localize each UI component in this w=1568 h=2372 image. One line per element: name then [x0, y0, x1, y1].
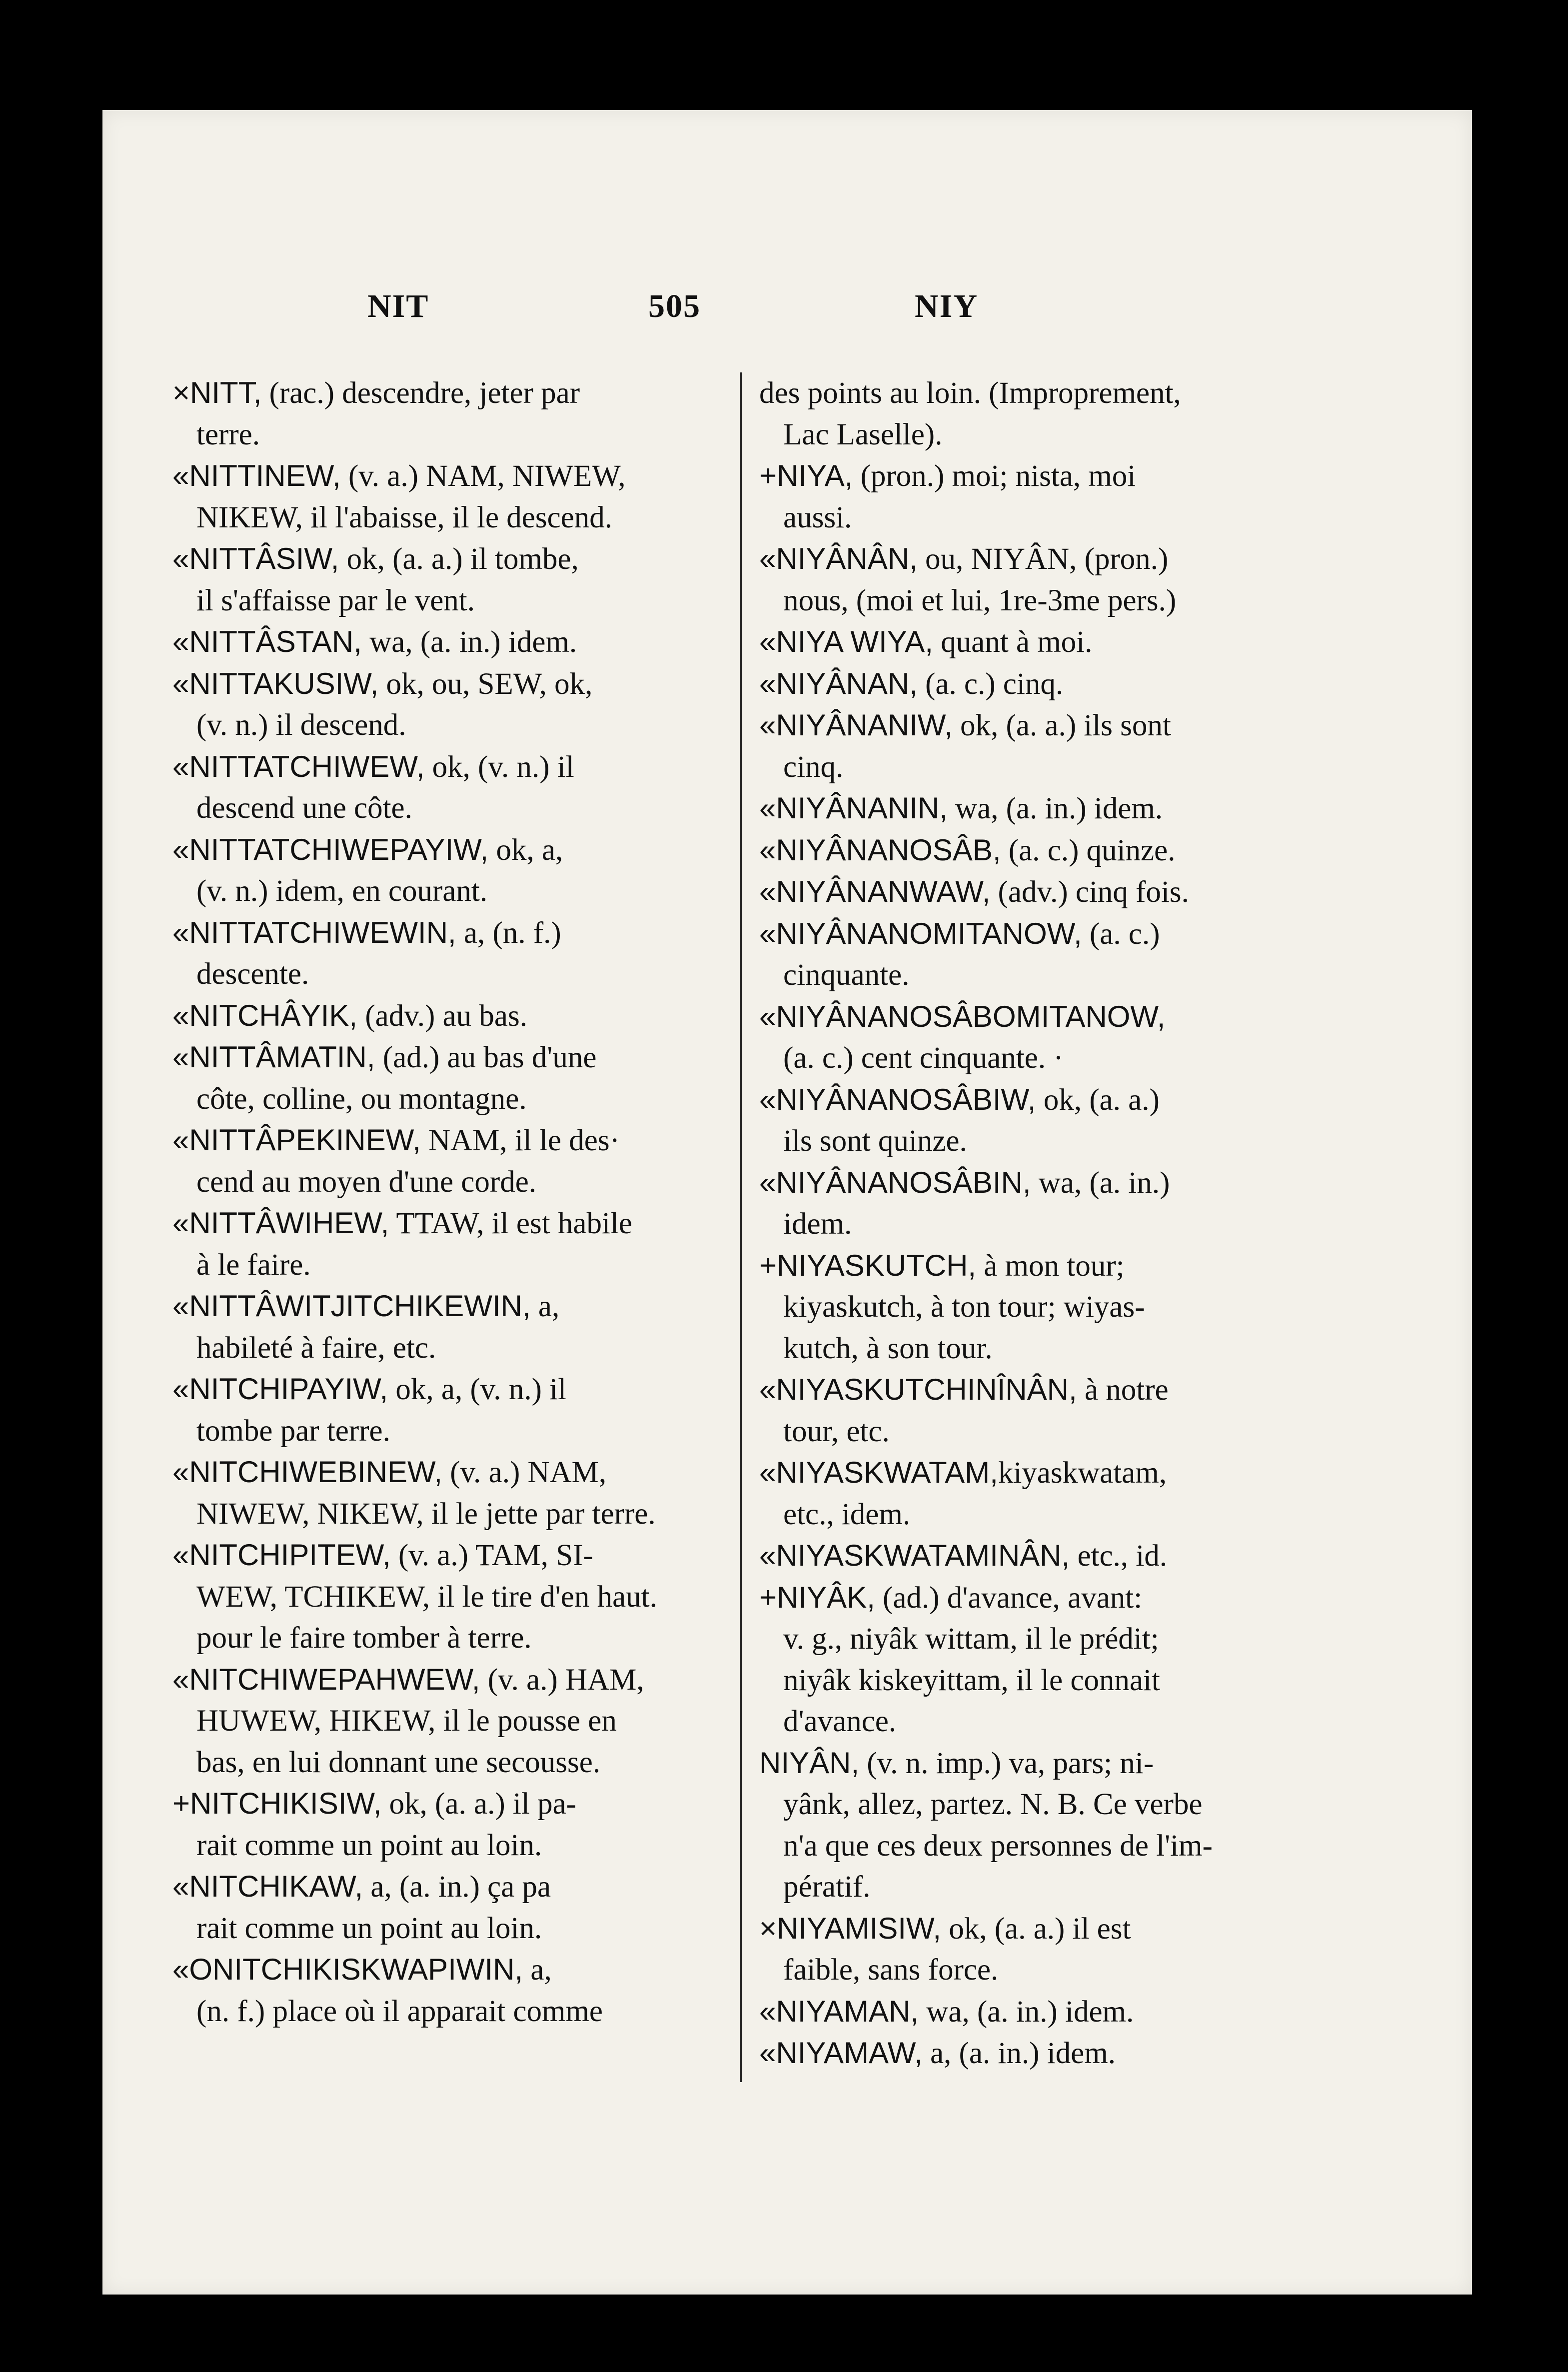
entry-headword: +NIYÂK,	[759, 1580, 875, 1614]
entry-headword: «NIYÂNANIN,	[759, 791, 948, 825]
entry-definition: (ad.) d'avance, avant:	[875, 1581, 1143, 1615]
entry-headword: «NIYÂNANOSÂBIW,	[759, 1082, 1036, 1116]
entry-headword: «NITTINEW,	[172, 459, 341, 492]
entry-headword: «NIYÂNÂN,	[759, 542, 918, 575]
entry-headword: ×NIYAMISIW,	[759, 1911, 941, 1945]
entry-definition: TTAW, il est habile	[389, 1207, 632, 1240]
left-column	[172, 372, 737, 2032]
entry-first-line	[759, 705, 1325, 747]
entry-first-line	[759, 871, 1325, 913]
entry-first-line	[172, 1659, 737, 1701]
entry-continuation-line: NIKEW, il l'abaisse, il le descend.	[196, 500, 613, 534]
entry-continuation-line: tombe par terre.	[196, 1414, 390, 1448]
entry-definition: (a. c.) cinq.	[917, 667, 1064, 701]
entry-first-line	[759, 1245, 1325, 1287]
entry-continuation-line: tour, etc.	[783, 1414, 890, 1448]
entry-definition: (adv.) cinq fois.	[990, 875, 1189, 909]
dictionary-entry	[759, 1908, 1325, 1991]
entry-definition: kiyaskwatam,	[998, 1456, 1167, 1490]
entry-headword: «NIYÂNANOSÂBIN,	[759, 1165, 1031, 1199]
entry-headword: «NIYÂNANIW,	[759, 708, 953, 742]
entry-headword: «ONITCHIKISKWAPIWIN,	[172, 1953, 523, 1986]
entry-first-line	[759, 663, 1325, 705]
entry-headword: +NIYA,	[759, 459, 853, 492]
entry-headword: «NITTÂWIHEW,	[172, 1206, 389, 1240]
entry-first-line	[759, 2033, 1325, 2075]
entry-definition: (pron.) moi; nista, moi	[853, 459, 1136, 493]
entry-definition: (v. n. imp.) va, pars; ni-	[859, 1746, 1154, 1780]
dictionary-entry	[759, 1079, 1325, 1162]
page-header	[102, 287, 1472, 327]
entry-first-line	[172, 1949, 737, 1991]
entry-headword: «NITTÂMATIN,	[172, 1040, 375, 1074]
entry-first-line	[759, 788, 1325, 830]
entry-definition: ok, a, (v. n.) il	[388, 1373, 567, 1406]
entry-continuation-line: rait comme un point au loin.	[196, 1828, 542, 1862]
entry-first-line	[759, 1908, 1325, 1950]
entry-first-line	[172, 829, 737, 871]
dictionary-entry	[172, 1203, 737, 1286]
entry-continuation-line: terre.	[196, 417, 260, 451]
entry-definition: a, (a. in.) ça pa	[363, 1870, 551, 1904]
entry-headword: «NIYASKWATAM,	[759, 1456, 998, 1489]
entry-definition: NAM, il le des·	[420, 1124, 620, 1157]
entry-headword: «NITTATCHIWEW,	[172, 749, 425, 783]
entry-first-line	[759, 1743, 1325, 1785]
entry-definition: des points au loin. (Improprement,	[759, 376, 1181, 410]
dictionary-entry	[759, 871, 1325, 913]
entry-headword: «NITTÂSIW,	[172, 542, 339, 575]
entry-first-line	[759, 996, 1325, 1038]
entry-first-line	[172, 1120, 737, 1162]
entry-continuation-line: cend au moyen d'une corde.	[196, 1165, 537, 1199]
entry-headword: «NITTATCHIWEPAYIW,	[172, 832, 489, 866]
entry-first-line	[172, 1037, 737, 1079]
entry-definition: ok, (v. n.) il	[424, 750, 574, 784]
entry-definition: quant à moi.	[933, 625, 1093, 659]
entry-first-line	[759, 913, 1325, 955]
entry-first-line	[172, 372, 737, 414]
entry-headword: «NIYÂNANOSÂBOMITANOW,	[759, 999, 1166, 1033]
entry-continuation-line: habileté à faire, etc.	[196, 1331, 436, 1365]
dictionary-entry	[172, 995, 737, 1037]
entry-definition: (rac.) descendre, jeter par	[261, 376, 580, 410]
entry-first-line	[172, 746, 737, 788]
entry-continuation-line: bas, en lui donnant une secousse.	[196, 1745, 601, 1779]
entry-headword: «NIYÂNANOMITANOW,	[759, 916, 1082, 950]
entry-first-line	[759, 1452, 1325, 1494]
entry-headword: «NITCHIWEBINEW,	[172, 1455, 443, 1489]
entry-definition: ok, a,	[488, 833, 563, 867]
entry-definition: (adv.) au bas.	[357, 999, 527, 1033]
entry-headword: ×NITT,	[172, 376, 262, 409]
dictionary-entry	[172, 538, 737, 621]
entry-first-line	[172, 455, 737, 497]
entry-first-line	[759, 1577, 1325, 1619]
entry-first-line	[172, 663, 737, 705]
entry-definition: wa, (a. in.) idem.	[947, 792, 1163, 825]
entry-headword: «NITTÂPEKINEW,	[172, 1123, 421, 1157]
entry-continuation-line: HUWEW, HIKEW, il le pousse en	[196, 1704, 617, 1738]
dictionary-entry	[172, 1037, 737, 1120]
entry-first-line	[759, 1991, 1325, 2033]
entry-definition: (v. a.) HAM,	[480, 1663, 644, 1697]
entry-definition: ou, NIYÂN, (pron.)	[917, 542, 1169, 576]
entry-first-line	[759, 1079, 1325, 1121]
entry-continuation-line: il s'affaisse par le vent.	[196, 583, 475, 617]
entry-headword: NIYÂN,	[759, 1746, 860, 1780]
header-right-guide-word: NIY	[915, 288, 979, 324]
entry-headword: «NIYASKUTCHINÎNÂN,	[759, 1373, 1077, 1406]
entry-first-line	[759, 1162, 1325, 1204]
entry-headword: «NITCHIPITEW,	[172, 1538, 391, 1572]
dictionary-entry	[759, 996, 1325, 1079]
entry-definition: wa, (a. in.) idem.	[361, 625, 577, 659]
entry-definition: (a. c.) quinze.	[1001, 833, 1176, 867]
entry-headword: «NIYÂNAN,	[759, 666, 918, 700]
entry-definition: ok, ou, SEW, ok,	[378, 667, 593, 701]
dictionary-entry	[172, 1369, 737, 1452]
entry-headword: «NITTÂSTAN,	[172, 625, 362, 658]
entry-first-line	[759, 372, 1325, 414]
entry-first-line	[759, 538, 1325, 580]
dictionary-entry	[759, 1452, 1325, 1535]
entry-first-line	[172, 1535, 737, 1577]
entry-first-line	[172, 1369, 737, 1411]
entry-continuation-line: à le faire.	[196, 1248, 311, 1282]
dictionary-entry	[759, 538, 1325, 621]
entry-continuation-line: idem.	[783, 1207, 852, 1241]
entry-first-line	[172, 995, 737, 1037]
entry-definition: etc., id.	[1070, 1539, 1167, 1573]
entry-first-line	[172, 621, 737, 663]
dictionary-entry	[759, 663, 1325, 705]
dictionary-entry	[172, 1452, 737, 1535]
dictionary-entry	[172, 1120, 737, 1203]
entry-definition: (v. a.) NAM,	[442, 1456, 607, 1489]
entry-first-line	[759, 455, 1325, 497]
dictionary-entry	[172, 912, 737, 995]
dictionary-entry	[759, 1162, 1325, 1245]
entry-continuation-line: ils sont quinze.	[783, 1124, 967, 1158]
dictionary-entry	[759, 1743, 1325, 1908]
entry-continuation-line: pératif.	[783, 1870, 871, 1904]
entry-first-line	[759, 830, 1325, 872]
entry-continuation-line: cinquante.	[783, 958, 910, 992]
entry-continuation-line: cinq.	[783, 750, 844, 784]
dictionary-entry	[759, 830, 1325, 872]
dictionary-entry	[172, 621, 737, 663]
entry-headword: «NIYAMAN,	[759, 1994, 919, 2028]
dictionary-entry	[759, 455, 1325, 538]
entry-first-line	[759, 621, 1325, 663]
entry-continuation-line: kutch, à son tour.	[783, 1331, 993, 1365]
dictionary-entry	[172, 455, 737, 538]
entry-first-line	[172, 1866, 737, 1908]
entry-definition: (v. a.) NAM, NIWEW,	[340, 459, 626, 493]
dictionary-entry	[759, 705, 1325, 788]
dictionary-page	[102, 110, 1472, 2295]
entry-first-line	[759, 1369, 1325, 1411]
entry-headword: «NITTAKUSIW,	[172, 666, 379, 700]
entry-continuation-line: côte, colline, ou montagne.	[196, 1082, 527, 1116]
header-left-guide-word: NIT	[367, 288, 429, 324]
entry-continuation-line: (v. n.) il descend.	[196, 708, 406, 742]
entry-headword: «NITTÂWITJITCHIKEWIN,	[172, 1289, 531, 1323]
entry-headword: «NIYAMAW,	[759, 2036, 923, 2070]
entry-continuation-line: descente.	[196, 957, 309, 991]
dictionary-entry	[759, 1577, 1325, 1743]
entry-continuation-line: yânk, allez, partez. N. B. Ce verbe	[783, 1788, 1203, 1821]
dictionary-entry	[759, 913, 1325, 996]
dictionary-entry	[172, 1659, 737, 1784]
dictionary-entry	[172, 746, 737, 829]
dictionary-entry	[759, 1991, 1325, 2033]
entry-continuation-line: etc., idem.	[783, 1497, 911, 1531]
entry-first-line	[172, 1203, 737, 1245]
entry-definition: a, (n. f.)	[456, 916, 561, 950]
dictionary-entry	[759, 372, 1325, 455]
dictionary-entry	[759, 2033, 1325, 2075]
entry-definition: ok, (a. a.) il pa-	[381, 1787, 576, 1821]
entry-headword: «NIYA WIYA,	[759, 625, 933, 658]
entry-definition: (ad.) au bas d'une	[375, 1041, 597, 1074]
dictionary-entry	[172, 663, 737, 746]
entry-first-line	[172, 912, 737, 954]
entry-continuation-line: rait comme un point au loin.	[196, 1911, 542, 1945]
entry-headword: «NITCHÂYIK,	[172, 998, 358, 1032]
entry-continuation-line: (v. n.) idem, en courant.	[196, 874, 488, 908]
entry-first-line	[172, 1783, 737, 1825]
entry-definition: wa, (a. in.)	[1031, 1166, 1170, 1200]
entry-continuation-line: v. g., niyâk wittam, il le prédit;	[783, 1622, 1159, 1656]
entry-headword: «NIYÂNANOSÂB,	[759, 833, 1001, 867]
page-number: 505	[648, 288, 701, 324]
dictionary-entry	[759, 621, 1325, 663]
entry-headword: «NITTATCHIWEWIN,	[172, 915, 456, 949]
dictionary-entry	[172, 829, 737, 912]
entry-continuation-line: niyâk kiskeyittam, il le connait	[783, 1663, 1160, 1697]
entry-definition: ok, (a. a.) il est	[941, 1912, 1131, 1946]
entry-definition: à mon tour;	[976, 1249, 1125, 1283]
entry-headword: «NITCHIPAYIW,	[172, 1372, 388, 1406]
entry-continuation-line: kiyaskutch, à ton tour; wiyas-	[783, 1290, 1145, 1324]
entry-definition: à notre	[1077, 1373, 1169, 1407]
entry-definition: ok, (a. a.) il tombe,	[339, 542, 579, 576]
entry-first-line	[759, 1535, 1325, 1577]
entry-definition: (v. a.) TAM, SI-	[390, 1539, 593, 1572]
entry-continuation-line: NIWEW, NIKEW, il le jette par terre.	[196, 1497, 656, 1531]
entry-continuation-line: faible, sans force.	[783, 1953, 999, 1987]
entry-continuation-line: WEW, TCHIKEW, il le tire d'en haut.	[196, 1580, 657, 1614]
entry-continuation-line: pour le faire tomber à terre.	[196, 1621, 532, 1655]
dictionary-entry	[759, 1535, 1325, 1577]
dictionary-entry	[172, 1783, 737, 1866]
entry-headword: «NITCHIWEPAHWEW,	[172, 1662, 480, 1696]
dictionary-entry	[759, 1245, 1325, 1370]
dictionary-entry	[172, 1286, 737, 1369]
entry-headword: +NITCHIKISIW,	[172, 1787, 382, 1820]
entry-continuation-line: d'avance.	[783, 1705, 897, 1738]
dictionary-entry	[172, 372, 737, 455]
entry-definition: ok, (a. a.)	[1036, 1083, 1160, 1117]
entry-continuation-line: nous, (moi et lui, 1re-3me pers.)	[783, 583, 1177, 617]
entry-definition: (a. c.)	[1082, 917, 1160, 951]
dictionary-entry	[172, 1535, 737, 1659]
entry-continuation-line: (a. c.) cent cinquante. ·	[783, 1041, 1064, 1075]
entry-definition: a,	[523, 1953, 552, 1987]
entry-headword: «NITCHIKAW,	[172, 1870, 363, 1903]
dictionary-entry	[759, 788, 1325, 830]
entry-definition: ok, (a. a.) ils sont	[952, 709, 1171, 742]
entry-first-line	[172, 538, 737, 580]
dictionary-entry	[172, 1949, 737, 2032]
entry-first-line	[172, 1286, 737, 1328]
entry-definition: a,	[530, 1290, 560, 1323]
entry-continuation-line: n'a que ces deux personnes de l'im-	[783, 1829, 1213, 1863]
entry-definition: wa, (a. in.) idem.	[918, 1995, 1134, 2029]
entry-headword: +NIYASKUTCH,	[759, 1248, 976, 1282]
entry-continuation-line: aussi.	[783, 500, 852, 534]
entry-continuation-line: (n. f.) place où il apparait comme	[196, 1994, 603, 2028]
dictionary-entry	[759, 1369, 1325, 1452]
entry-definition: a, (a. in.) idem.	[922, 2037, 1116, 2070]
entry-continuation-line: Lac Laselle).	[783, 417, 943, 451]
entry-continuation-line: descend une côte.	[196, 791, 412, 825]
dictionary-entry	[172, 1866, 737, 1949]
entry-first-line	[172, 1452, 737, 1494]
right-column	[740, 372, 1325, 2082]
entry-headword: «NIYASKWATAMINÂN,	[759, 1539, 1070, 1572]
entry-headword: «NIYÂNANWAW,	[759, 875, 991, 908]
